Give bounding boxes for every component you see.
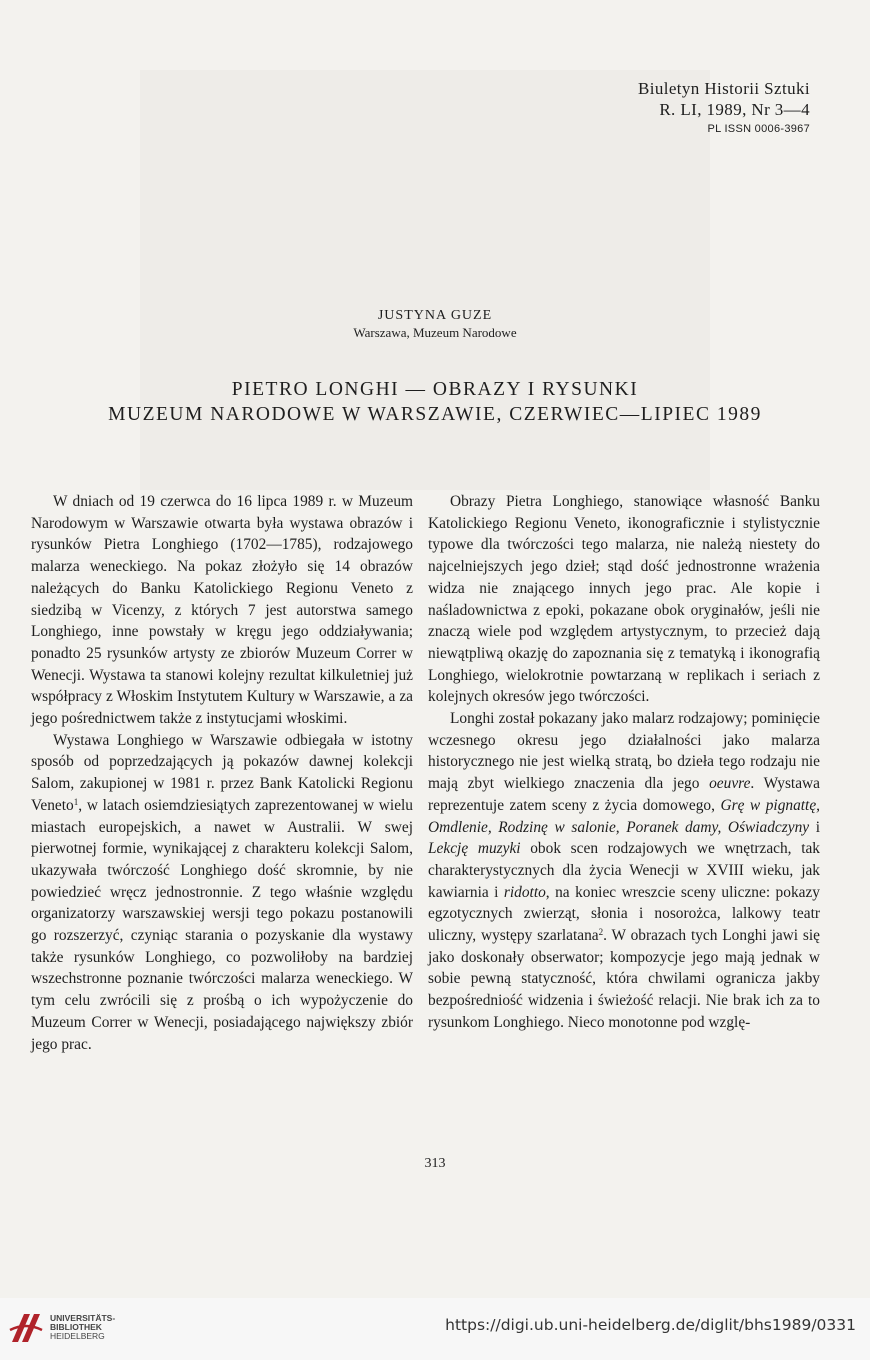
- library-name: [50, 1314, 115, 1341]
- left-column: [31, 491, 413, 1055]
- paragraph-text: . W obrazach tych Longhi jawi się jako doskonały obserwator; kompozycje jego mają jednak w sobie pewną statyczność, która chwilami ogranicza jakby bezpośredniość widzenia i świeżość relacji. Nie brak ich za to rysunkom Longhiego. Nieco monotonne pod wzglę-: [428, 927, 820, 1031]
- author-affiliation: Warszawa, Muzeum Narodowe: [353, 325, 517, 340]
- paragraph-text: Obrazy Pietra Longhiego, stanowiące własność Banku Katolickiego Regionu Veneto, ikonograficznie i stylistycznie typowe dla twórczości tego malarza, nie należą niestety do najcelniejszych jego dzieł; stąd dość jednostronne wrażenia widza nie znającego innych jego prac. Ale kopie i naśladownictwa z epoki, pokazane obok oryginałów, jeśli nie znaczą wiele pod względem artystycznym, to przecież dają niewątpliwą okazję do zapoznania się z tematyką i ikonografią Longhiego, wielokrotnie powtarzaną w replikach i seriach z kolejnych okresów jego twórczości.: [428, 493, 820, 706]
- author-name: JUSTYNA GUZE: [377, 308, 493, 323]
- journal-name: Biuletyn Historii Sztuki: [637, 79, 810, 98]
- italic-work: Lekcję muzyki: [428, 840, 521, 858]
- university-library-logo-icon[interactable]: [8, 1308, 44, 1348]
- paragraph-text: i: [809, 818, 820, 836]
- page-number: 313: [424, 1156, 446, 1171]
- right-column: [428, 491, 820, 1034]
- italic-term: ridotto: [503, 883, 546, 901]
- paragraph-text: W dniach od 19 czerwca do 16 lipca 1989 r. w Muzeum Narodowym w Warszawie otwarta była wystawa obrazów i rysunków Pietra Longhiego (1702—1785), rodzajowego malarza weneckiego. Na pokaz złożyło się 14 obrazów należących do Banku Katolickiego Regionu Veneto z siedzibą w Vicenzy, z których 7 jest autorstwa samego Longhiego, inne powstały w kręgu jego oddziaływania; ponadto 25 rysunków artysty ze zbiorów Muzeum Correr w Wenecji. Wystawa ta stanowi kolejny rezultat kilkuletniej już współpracy z Włoskim Instytutem Kultury w Warszawie, a za jego pośrednictwem także z instytucjami włoskimi.: [31, 493, 413, 728]
- paragraph-text: Wystawa Longhiego w Warszawie odbiegała w istotny sposób od poprzedzających ją pokazów dawnej kolekcji Salom, zakupionej w 1981 r. przez Bank Katolicki Regionu Veneto: [31, 731, 413, 814]
- author-block: [0, 307, 870, 341]
- title-line-2: MUZEUM NARODOWE W WARSZAWIE, CZERWIEC—LIPIEC 1989: [108, 404, 762, 425]
- logo-line-3: HEIDELBERG: [50, 1331, 105, 1341]
- paragraph-text: , w latach osiemdziesiątych zaprezentowanej w wielu miastach europejskich, a nawet w Australii. W swej pierwotnej formie, wynikającej z charakteru kolekcji Salom, ukazywała twórczość Longhiego dość skromnie, by nie powiedzieć wręcz jednostronnie. Z tego właśnie względu organizatorzy warszawskiej wersji tego pokazu postanowili go rozszerzyć, czyniąc starania o pozyskanie dla wystawy także rysunków Longhiego, co pozwoliłoby na bardziej wszechstronne poznanie twórczości malarza weneckiego. W tym celu zwrócili się z prośbą o ich wypożyczenie do Muzeum Correr w Wenecji, posiadającego największy zbiór jego prac.: [31, 796, 413, 1053]
- paragraph: [31, 730, 413, 1056]
- permalink-url[interactable]: https://digi.ub.uni-heidelberg.de/diglit/bhs1989/0331: [445, 1316, 856, 1334]
- paragraph-text: . Wystawa reprezentuje zatem sceny z życia domowego,: [428, 775, 820, 814]
- paragraph-text: obok scen rodzajowych we wnętrzach, tak charakterystycznych dla życia Wenecji w XVIII wieku, jak kawiarnia i: [428, 840, 820, 901]
- italic-term: oeuvre: [709, 775, 751, 793]
- bleed-through-shadow: [140, 70, 710, 490]
- paragraph: [428, 491, 820, 708]
- italic-works: Grę w pignattę, Omdlenie, Rodzinę w salonie, Poranek damy, Oświadczyny: [428, 796, 821, 836]
- article-title: [0, 377, 870, 427]
- journal-issn: PL ISSN 0006-3967: [707, 123, 810, 135]
- viewer-footer: [0, 1298, 870, 1360]
- logo-line-2: BIBLIOTHEK: [50, 1322, 102, 1332]
- footnote-ref: 2: [598, 927, 604, 938]
- paragraph: [428, 708, 820, 1034]
- footnote-ref: 1: [73, 796, 79, 807]
- journal-issue: R. LI, 1989, Nr 3—4: [659, 100, 810, 119]
- logo-line-1: UNIVERSITÄTS-: [50, 1313, 116, 1323]
- journal-header: [638, 78, 810, 136]
- paragraph-text: , na koniec wreszcie sceny uliczne: pokazy egzotycznych zwierząt, słonia i nosorożca, lalkowy teatr uliczny, występy szarlatana: [428, 883, 820, 945]
- paragraph-text: Longhi został pokazany jako malarz rodzajowy; pominięcie wczesnego okresu jego działalności jako malarza historycznego nie jest wielką stratą, bo dzieła tego rodzaju nie mają zbyt wielkiego znaczenia dla jego: [428, 710, 820, 793]
- paragraph: [31, 491, 413, 730]
- title-line-1: PIETRO LONGHI — OBRAZY I RYSUNKI: [231, 379, 639, 400]
